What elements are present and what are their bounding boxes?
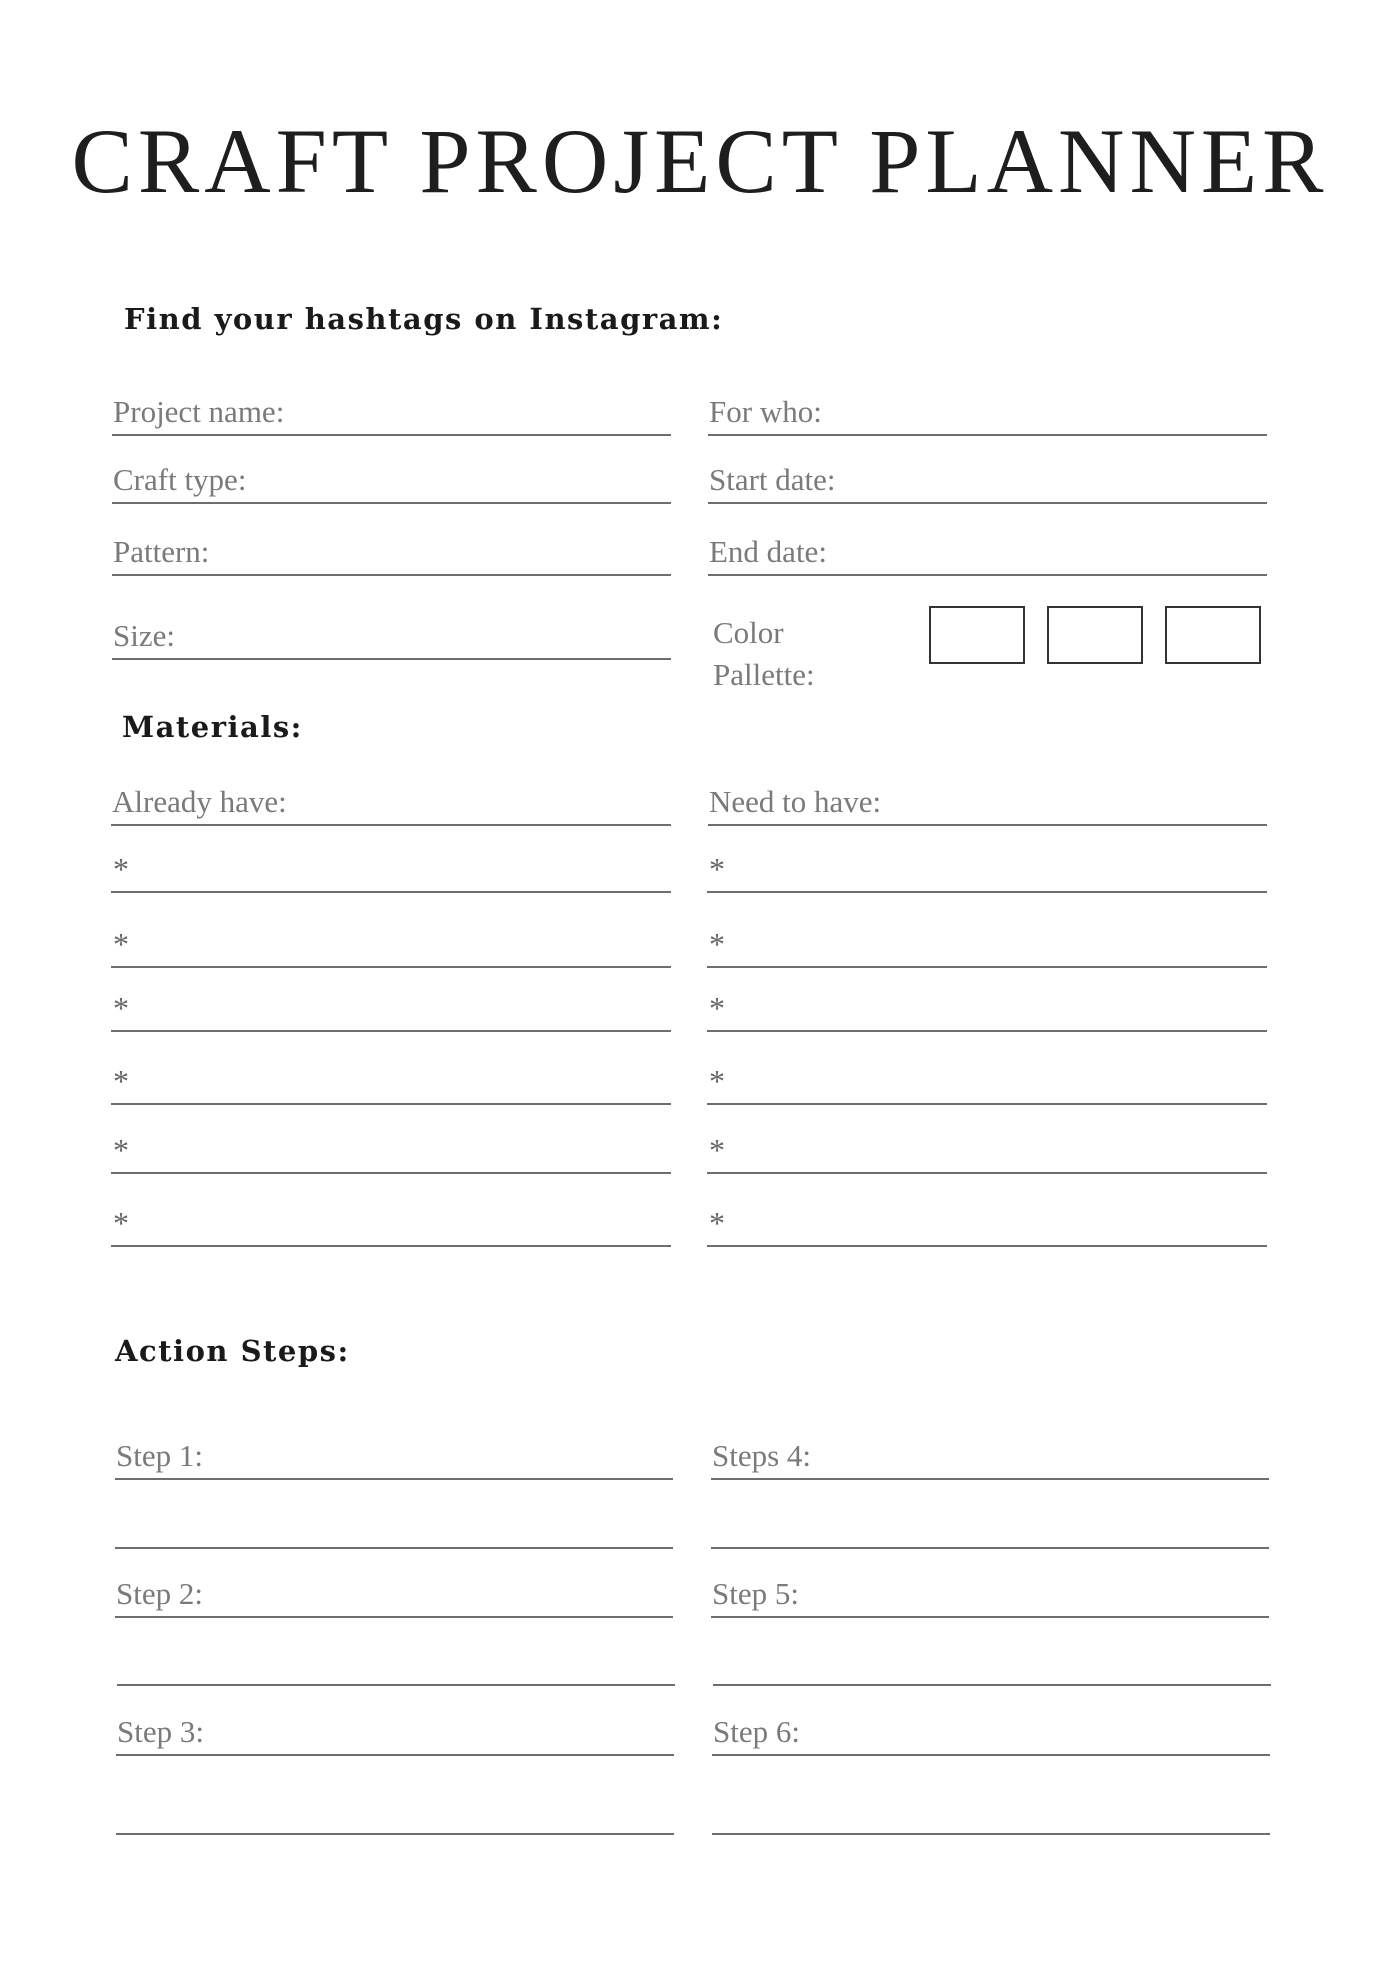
step-4-label: Steps 4: bbox=[712, 1438, 812, 1473]
project-name-field[interactable] bbox=[112, 388, 671, 436]
color-palette-label bbox=[713, 612, 815, 696]
need-to-have-item-line-5[interactable] bbox=[707, 1172, 1267, 1174]
craft-type-field[interactable] bbox=[112, 456, 671, 504]
step-5-extra-line[interactable] bbox=[713, 1684, 1271, 1686]
need-to-have-bullet-5: * bbox=[709, 1132, 725, 1168]
step-5-field[interactable] bbox=[711, 1570, 1269, 1618]
already-have-bullet-4: * bbox=[113, 1063, 129, 1099]
already-have-bullet-3: * bbox=[113, 990, 129, 1026]
step-2-extra-line[interactable] bbox=[117, 1684, 675, 1686]
need-to-have-bullet-4: * bbox=[709, 1063, 725, 1099]
step-6-field[interactable] bbox=[712, 1708, 1270, 1756]
step-2-field[interactable] bbox=[115, 1570, 673, 1618]
need-to-have-bullet-1: * bbox=[709, 851, 725, 887]
step-3-label: Step 3: bbox=[117, 1714, 204, 1749]
already-have-item-line-5[interactable] bbox=[111, 1172, 671, 1174]
already-have-item-line-6[interactable] bbox=[111, 1245, 671, 1247]
for-who-label: For who: bbox=[709, 394, 822, 429]
end-date-field[interactable] bbox=[708, 528, 1267, 576]
color-swatch-2[interactable] bbox=[1047, 606, 1143, 664]
step-6-extra-line[interactable] bbox=[712, 1833, 1270, 1835]
step-4-field[interactable] bbox=[711, 1432, 1269, 1480]
start-date-label: Start date: bbox=[709, 462, 836, 497]
step-1-extra-line[interactable] bbox=[115, 1547, 673, 1549]
already-have-item-line-3[interactable] bbox=[111, 1030, 671, 1032]
step-6-label: Step 6: bbox=[713, 1714, 800, 1749]
already-have-item-line-4[interactable] bbox=[111, 1103, 671, 1105]
color-palette-label-line2: Pallette: bbox=[713, 657, 815, 692]
color-swatch-3[interactable] bbox=[1165, 606, 1261, 664]
pattern-field[interactable] bbox=[112, 528, 671, 576]
need-to-have-bullet-3: * bbox=[709, 990, 725, 1026]
size-label: Size: bbox=[113, 618, 175, 653]
need-to-have-item-line-2[interactable] bbox=[707, 966, 1267, 968]
action-steps-heading: Action Steps: bbox=[115, 1334, 350, 1368]
need-to-have-bullet-6: * bbox=[709, 1205, 725, 1241]
materials-heading: Materials: bbox=[122, 710, 303, 744]
already-have-item-line-2[interactable] bbox=[111, 966, 671, 968]
step-1-label: Step 1: bbox=[116, 1438, 203, 1473]
need-to-have-item-line-4[interactable] bbox=[707, 1103, 1267, 1105]
start-date-field[interactable] bbox=[708, 456, 1267, 504]
hashtag-heading: Find your hashtags on Instagram: bbox=[124, 302, 724, 336]
color-swatch-1[interactable] bbox=[929, 606, 1025, 664]
already-have-bullet-6: * bbox=[113, 1205, 129, 1241]
need-to-have-item-line-1[interactable] bbox=[707, 891, 1267, 893]
pattern-label: Pattern: bbox=[113, 534, 210, 569]
end-date-label: End date: bbox=[709, 534, 827, 569]
need-to-have-item-line-6[interactable] bbox=[707, 1245, 1267, 1247]
size-field[interactable] bbox=[112, 612, 671, 660]
already-have-bullet-1: * bbox=[113, 851, 129, 887]
craft-type-label: Craft type: bbox=[113, 462, 247, 497]
already-have-bullet-2: * bbox=[113, 926, 129, 962]
need-to-have-item-line-3[interactable] bbox=[707, 1030, 1267, 1032]
need-to-have-bullet-2: * bbox=[709, 926, 725, 962]
page-title: CRAFT PROJECT PLANNER bbox=[71, 110, 1329, 212]
already-have-item-line-1[interactable] bbox=[111, 891, 671, 893]
need-to-have-label: Need to have: bbox=[709, 784, 882, 819]
already-have-bullet-5: * bbox=[113, 1132, 129, 1168]
project-name-label: Project name: bbox=[113, 394, 285, 429]
step-2-label: Step 2: bbox=[116, 1576, 203, 1611]
step-1-field[interactable] bbox=[115, 1432, 673, 1480]
already-have-label: Already have: bbox=[112, 784, 287, 819]
for-who-field[interactable] bbox=[708, 388, 1267, 436]
need-to-have-header bbox=[708, 778, 1267, 826]
color-palette-label-line1: Color bbox=[713, 615, 784, 650]
already-have-header bbox=[111, 778, 671, 826]
step-3-extra-line[interactable] bbox=[116, 1833, 674, 1835]
step-3-field[interactable] bbox=[116, 1708, 674, 1756]
step-4-extra-line[interactable] bbox=[711, 1547, 1269, 1549]
step-5-label: Step 5: bbox=[712, 1576, 799, 1611]
